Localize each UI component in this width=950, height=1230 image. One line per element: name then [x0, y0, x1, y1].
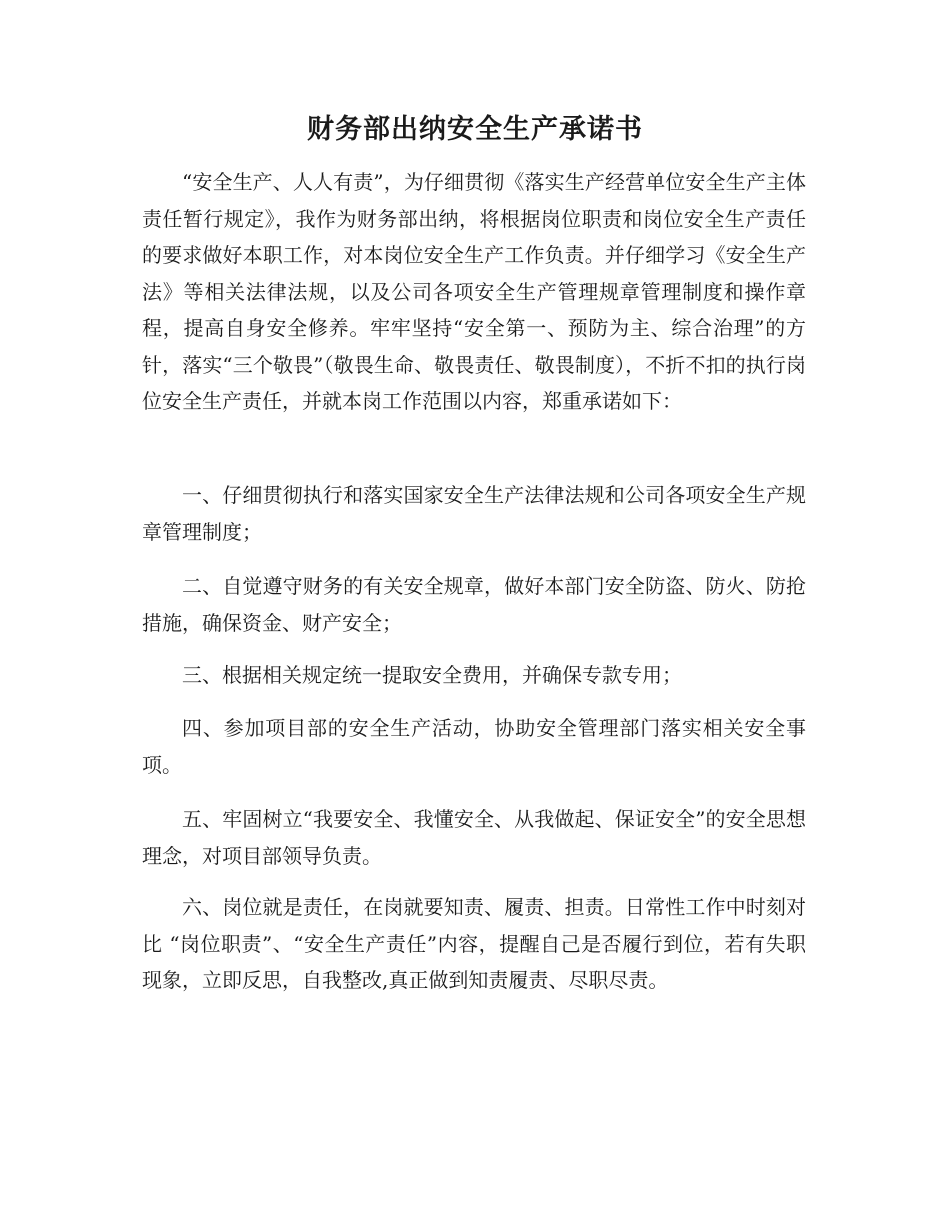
intro-paragraph: “安全生产、人人有责”，为仔细贯彻《落实生产经营单位安全生产主体责任暂行规定》，我作为财务部出纳，将根据岗位职责和岗位安全生产责任的要求做好本职工作，对本岗位安全生产工作负责。并仔细学习《安全生产法》等相关法律法规，以及公司各项安全生产管理规章管理制度和操作章程，提高自身安全修养。牢牢坚持“安全第一、预防为主、综合治理”的方针，落实“三个敬畏”（敬畏生命、敬畏责任、敬畏制度），不折不扣的执行岗位安全生产责任，并就本岗工作范围以内容，郑重承诺如下： [142, 170, 806, 413]
commitment-item-1: 一、仔细贯彻执行和落实国家安全生产法律法规和公司各项安全生产规章管理制度； [142, 483, 806, 544]
commitment-item-6: 六、岗位就是责任，在岗就要知责、履责、担责。日常性工作中时刻对比 “岗位职责”、“安全生产责任”内容，提醒自己是否履行到位，若有失职现象，立即反思，自我整改,真正做到知责履责、尽职尽责。 [142, 895, 806, 992]
commitment-item-2: 二、自觉遵守财务的有关安全规章，做好本部门安全防盗、防火、防抢措施，确保资金、财产安全； [142, 574, 806, 635]
commitment-item-5: 五、牢固树立“我要安全、我懂安全、从我做起、保证安全”的安全思想理念，对项目部领导负责。 [142, 807, 806, 868]
document-title: 财务部出纳安全生产承诺书 [307, 114, 643, 145]
commitment-item-3: 三、根据相关规定统一提取安全费用，并确保专款专用； [182, 663, 682, 687]
commitment-item-4: 四、参加项目部的安全生产活动，协助安全管理部门落实相关安全事项。 [142, 716, 806, 777]
